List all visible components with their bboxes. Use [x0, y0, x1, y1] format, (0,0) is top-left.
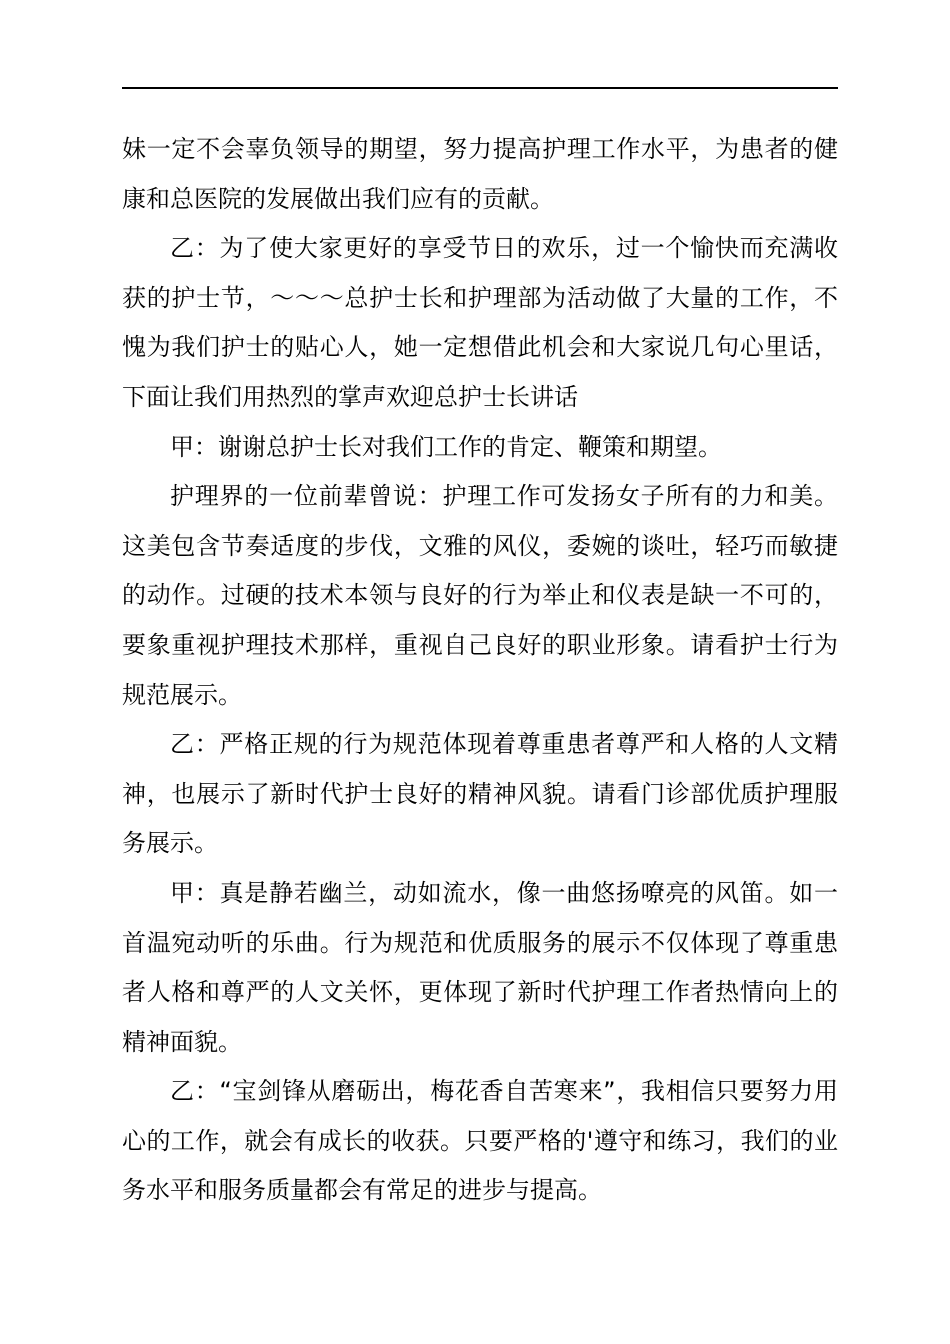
- paragraph-6: 甲：真是静若幽兰，动如流水，像一曲悠扬嘹亮的风笛。如一首温宛动听的乐曲。行为规范和优质服务的展示不仅体现了尊重患者人格和尊严的人文关怀，更体现了新时代护理工作者热情向上的精神面貌。: [122, 878, 838, 1056]
- paragraph-4: 护理界的一位前辈曾说：护理工作可发扬女子所有的力和美。这美包含节奏适度的步伐，文雅的风仪，委婉的谈吐，轻巧而敏捷的动作。过硬的技术本领与良好的行为举止和仪表是缺一不可的，要象重视护理技术那样，重视自己良好的职业形象。请看护士行为规范展示。: [122, 482, 838, 709]
- paragraph-1: 妹一定不会辜负领导的期望，努力提高护理工作水平，为患者的健康和总医院的发展做出我们应有的贡献。: [122, 135, 838, 213]
- document-body: [122, 125, 838, 1216]
- paragraph-7: 乙：“宝剑锋从磨砺出，梅花香自苦寒来”，我相信只要努力用心的工作，就会有成长的收获。只要严格的'遵守和练习，我们的业务水平和服务质量都会有常足的进步与提高。: [122, 1077, 838, 1205]
- paragraph-2: 乙：为了使大家更好的享受节日的欢乐，过一个愉快而充满收获的护士节，～～～总护士长和护理部为活动做了大量的工作，不愧为我们护士的贴心人，她一定想借此机会和大家说几句心里话，下面让我们用热烈的掌声欢迎总护士长讲话: [122, 234, 838, 411]
- paragraph-5: 乙：严格正规的行为规范体现着尊重患者尊严和人格的人文精神，也展示了新时代护士良好的精神风貌。请看门诊部优质护理服务展示。: [122, 730, 838, 858]
- header-rule: [122, 87, 838, 89]
- paragraph-3: 甲：谢谢总护士长对我们工作的肯定、鞭策和期望。: [170, 432, 722, 461]
